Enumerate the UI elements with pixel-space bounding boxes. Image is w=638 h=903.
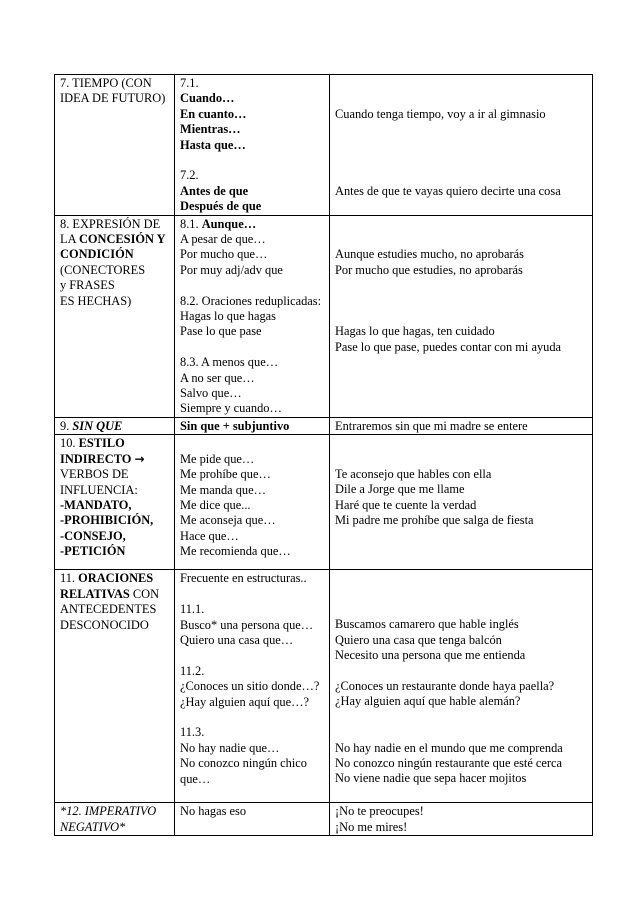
cell-line: [335, 278, 588, 293]
cell-line: [180, 340, 325, 355]
cell-line: [335, 138, 588, 153]
cell-line: [335, 820, 588, 835]
cell-text: ANTECEDENTES: [60, 602, 157, 617]
cell-line: [180, 122, 325, 137]
cell-text: A pesar de que…: [180, 232, 266, 247]
cell-text: ¿Conoces un sitio donde…?: [180, 679, 320, 694]
cell-line: [335, 232, 588, 247]
cell-text: INDIRECTO: [60, 451, 135, 466]
cell-line: [60, 76, 170, 91]
cell-text: 8. EXPRESIÓN DE: [60, 216, 161, 231]
cell-line: [180, 772, 325, 787]
cell-text: Mientras…: [180, 122, 241, 137]
cell-line: [180, 756, 325, 771]
cell-line: [60, 483, 170, 498]
cell-line: [180, 419, 325, 434]
topic-cell: [55, 75, 175, 216]
cell-text: Hace que…: [180, 528, 239, 543]
cell-line: [180, 371, 325, 386]
cell-line: [180, 618, 325, 633]
cell-line: [60, 602, 170, 617]
topic-cell: [55, 215, 175, 417]
cell-text: Quiero una casa que…: [180, 632, 294, 647]
cell-line: [335, 513, 588, 528]
cell-line: [180, 452, 325, 467]
cell-line: [180, 76, 325, 91]
cell-text: 11.1.: [180, 602, 205, 617]
cell-text: ¿Conoces un restaurante donde haya paella?: [335, 679, 555, 694]
cell-line: [180, 153, 325, 168]
cell-line: [180, 695, 325, 710]
example-cell: [330, 570, 593, 803]
cell-line: [335, 725, 588, 740]
cell-line: [180, 324, 325, 339]
cell-text: 11.: [60, 571, 79, 586]
cell-line: [180, 467, 325, 482]
cell-text: y FRASES: [60, 278, 115, 293]
example-cell: [330, 803, 593, 836]
cell-text: Cuando tenga tiempo, voy a ir al gimnasio: [335, 106, 546, 121]
cell-line: [180, 138, 325, 153]
structure-cell: [175, 215, 330, 417]
cell-line: [180, 309, 325, 324]
table-row: [55, 435, 593, 570]
cell-text: ¿Hay alguien aquí que hable alemán?: [335, 694, 521, 709]
cell-text: Me recomienda que…: [180, 544, 291, 559]
cell-line: [335, 694, 588, 709]
cell-line: [60, 232, 170, 247]
cell-text: -PROHIBICIÓN,: [60, 513, 154, 528]
cell-text: -CONSEJO,: [60, 528, 126, 543]
cell-line: [335, 617, 588, 632]
cell-text: (CONECTORES: [60, 262, 146, 277]
cell-line: [335, 122, 588, 137]
cell-line: [60, 804, 170, 819]
cell-text: Siempre y cuando…: [180, 401, 282, 416]
cell-text: Quiero una casa que tenga balcón: [335, 632, 502, 647]
cell-text: No viene nadie que sepa hacer mojitos: [335, 771, 527, 786]
cell-text: Me manda que…: [180, 482, 267, 497]
cell-text: ¿Hay alguien aquí que…?: [180, 694, 310, 709]
cell-line: [180, 587, 325, 602]
cell-text: 7. TIEMPO (CON: [60, 76, 152, 90]
cell-line: [335, 153, 588, 168]
cell-line: [180, 513, 325, 528]
cell-text: Cuando…: [180, 91, 235, 106]
cell-text: Antes de que te vayas quiero decirte una cosa: [335, 183, 561, 198]
cell-text: Sin que + subjuntivo: [180, 418, 290, 433]
cell-line: [335, 294, 588, 309]
cell-text: ORACIONES: [78, 571, 154, 586]
cell-line: [335, 168, 588, 183]
cell-line: [335, 804, 588, 819]
cell-text: DESCONOCIDO: [60, 617, 149, 632]
structure-cell: [175, 435, 330, 570]
cell-line: [180, 498, 325, 513]
cell-line: [180, 294, 325, 309]
cell-text: -PETICIÓN: [60, 544, 126, 559]
cell-line: [60, 498, 170, 513]
cell-text: IDEA DE FUTURO): [60, 91, 166, 106]
cell-line: [180, 648, 325, 663]
example-cell: [330, 75, 593, 216]
cell-line: [335, 217, 588, 232]
cell-line: [60, 247, 170, 262]
cell-text: No conozco ningún restaurante que esté cerca: [335, 756, 563, 771]
cell-text: 7.2.: [180, 168, 199, 183]
cell-line: [180, 529, 325, 544]
cell-text: 9.: [60, 418, 73, 433]
cell-text: Aunque…: [201, 216, 257, 231]
cell-text: Por mucho que…: [180, 247, 268, 262]
cell-text: ES HECHAS): [60, 293, 132, 308]
cell-text: Hasta que…: [180, 137, 246, 152]
cell-line: [180, 217, 325, 232]
cell-line: [335, 184, 588, 199]
cell-line: [180, 725, 325, 740]
cell-line: [60, 91, 170, 106]
cell-line: [180, 91, 325, 106]
topic-cell: [55, 803, 175, 836]
cell-text: INFLUENCIA:: [60, 482, 138, 497]
topic-cell: [55, 417, 175, 434]
cell-line: [180, 278, 325, 293]
arrow-right-icon: →: [134, 451, 145, 466]
cell-text: No conozco ningún chico: [180, 756, 307, 771]
cell-text: Me prohíbe que…: [180, 467, 271, 482]
cell-text: Frecuente en estructuras..: [180, 571, 307, 586]
cell-line: [180, 602, 325, 617]
cell-text: Haré que te cuente la verdad: [335, 497, 477, 512]
cell-line: [60, 529, 170, 544]
cell-text: SIN QUE: [72, 418, 123, 433]
example-cell: [330, 215, 593, 417]
cell-line: [335, 741, 588, 756]
cell-line: [335, 340, 588, 355]
cell-line: [180, 710, 325, 725]
cell-text: LA: [60, 232, 79, 247]
cell-line: [335, 756, 588, 771]
cell-text: Pase lo que pase: [180, 324, 262, 339]
cell-line: [180, 199, 325, 214]
cell-line: [180, 804, 325, 819]
table-row: [55, 803, 593, 836]
cell-line: [180, 401, 325, 416]
cell-line: [60, 571, 170, 586]
cell-line: [180, 544, 325, 559]
cell-text: ESTILO: [78, 436, 125, 451]
cell-line: [180, 386, 325, 401]
cell-text: NEGATIVO*: [60, 819, 126, 834]
cell-line: [335, 648, 588, 663]
cell-text: Entraremos sin que mi madre se entere: [335, 418, 528, 433]
cell-text: *12. IMPERATIVO: [60, 804, 157, 819]
cell-line: [60, 278, 170, 293]
cell-line: [180, 741, 325, 756]
cell-text: A no ser que…: [180, 370, 255, 385]
cell-line: [335, 452, 588, 467]
cell-line: [335, 419, 588, 434]
cell-text: CONDICIÓN: [60, 247, 134, 262]
cell-line: [335, 771, 588, 786]
table-row: [55, 417, 593, 434]
cell-text: Mi padre me prohíbe que salga de fiesta: [335, 513, 534, 528]
cell-line: [180, 184, 325, 199]
cell-line: [60, 618, 170, 633]
table-row: [55, 570, 593, 803]
cell-line: [335, 679, 588, 694]
cell-line: [335, 467, 588, 482]
cell-line: [335, 633, 588, 648]
cell-line: [180, 679, 325, 694]
cell-line: [60, 513, 170, 528]
cell-line: [335, 710, 588, 725]
cell-text: 11.2.: [180, 663, 205, 678]
structure-cell: [175, 803, 330, 836]
cell-line: [335, 571, 588, 586]
cell-line: [335, 309, 588, 324]
cell-line: [60, 820, 170, 835]
cell-line: [335, 91, 588, 106]
cell-line: [335, 107, 588, 122]
cell-line: [180, 355, 325, 370]
table-row: [55, 215, 593, 417]
cell-text: Aunque estudies mucho, no aprobarás: [335, 247, 524, 262]
topic-cell: [55, 435, 175, 570]
cell-text: CONCESIÓN Y: [78, 232, 166, 247]
cell-line: [335, 247, 588, 262]
cell-line: [335, 602, 588, 617]
cell-text: CON: [129, 586, 160, 601]
cell-line: [60, 419, 170, 434]
cell-line: [60, 263, 170, 278]
cell-text: No hagas eso: [180, 804, 247, 819]
cell-text: 7.1.: [180, 76, 199, 90]
cell-text: 11.3.: [180, 725, 205, 740]
structure-cell: [175, 417, 330, 434]
cell-line: [335, 76, 588, 91]
cell-text: Necesito una persona que me entienda: [335, 648, 526, 663]
cell-line: [60, 294, 170, 309]
cell-line: [60, 467, 170, 482]
cell-line: [180, 483, 325, 498]
cell-line: [335, 664, 588, 679]
cell-line: [180, 168, 325, 183]
cell-line: [335, 587, 588, 602]
cell-line: [180, 232, 325, 247]
cell-text: No hay nadie en el mundo que me comprenda: [335, 740, 563, 755]
cell-line: [180, 247, 325, 262]
cell-text: 8.3. A menos que…: [180, 355, 279, 370]
cell-line: [60, 436, 170, 451]
cell-line: [335, 498, 588, 513]
cell-line: [335, 482, 588, 497]
cell-text: 10.: [60, 436, 79, 451]
example-cell: [330, 417, 593, 434]
cell-line: [180, 436, 325, 451]
cell-text: Hagas lo que hagas, ten cuidado: [335, 324, 495, 339]
cell-text: Me dice que...: [180, 497, 251, 512]
cell-text: No hay nadie que…: [180, 740, 280, 755]
cell-text: Busco* una persona que…: [180, 617, 314, 632]
cell-line: [335, 324, 588, 339]
cell-line: [335, 263, 588, 278]
table-row: [55, 75, 593, 216]
cell-text: Me aconseja que…: [180, 513, 276, 528]
cell-line: [335, 436, 588, 451]
cell-text: Buscamos camarero que hable inglés: [335, 617, 519, 632]
cell-text: 8.1.: [180, 216, 202, 231]
cell-line: [60, 217, 170, 232]
cell-text: Antes de que: [180, 183, 249, 198]
example-cell: [330, 435, 593, 570]
cell-line: [180, 571, 325, 586]
cell-line: [60, 587, 170, 602]
cell-text: 8.2. Oraciones reduplicadas:: [180, 293, 322, 308]
cell-text: Te aconsejo que hables con ella: [335, 467, 492, 482]
topic-cell: [55, 570, 175, 803]
cell-text: Después de que: [180, 199, 262, 214]
cell-text: que…: [180, 771, 211, 786]
cell-text: Hagas lo que hagas: [180, 309, 276, 324]
cell-text: ¡No me mires!: [335, 819, 408, 834]
cell-text: Por muy adj/adv que: [180, 262, 283, 277]
grammar-table: [54, 74, 593, 836]
cell-text: Pase lo que pase, puedes contar con mi ayuda: [335, 339, 562, 354]
cell-text: Por mucho que estudies, no aprobarás: [335, 262, 523, 277]
cell-line: [180, 664, 325, 679]
cell-text: -MANDATO,: [60, 497, 132, 512]
cell-text: VERBOS DE: [60, 467, 129, 482]
cell-text: En cuanto…: [180, 106, 247, 121]
cell-line: [60, 452, 170, 467]
cell-text: Dile a Jorge que me llame: [335, 482, 465, 497]
cell-line: [180, 107, 325, 122]
cell-text: Me pide que…: [180, 451, 255, 466]
cell-text: ¡No te preocupes!: [335, 804, 424, 819]
cell-text: RELATIVAS: [60, 586, 130, 601]
cell-line: [180, 263, 325, 278]
cell-line: [180, 633, 325, 648]
cell-text: Salvo que…: [180, 386, 242, 401]
structure-cell: [175, 75, 330, 216]
cell-line: [60, 544, 170, 559]
structure-cell: [175, 570, 330, 803]
